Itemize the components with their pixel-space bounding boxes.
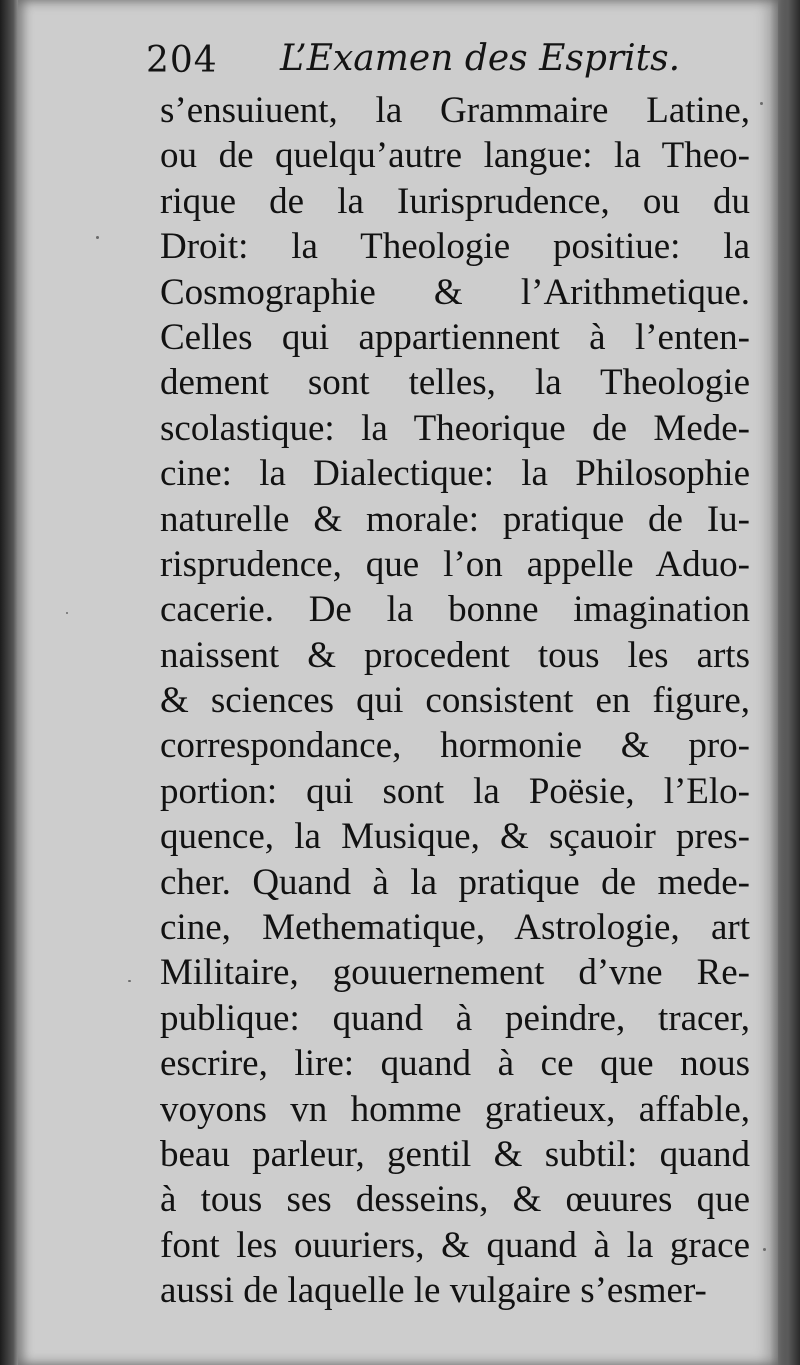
text-line: escrire, lire: quand à ce que nous: [160, 1043, 750, 1085]
text-line: Cosmographie & l’Arithmetique.: [160, 271, 750, 313]
speck: [128, 980, 131, 982]
text-line: & sciences qui consistent en figure,: [160, 680, 750, 722]
text-line: ou de quelqu’autre langue: la Theo-: [160, 135, 750, 177]
text-line: font les ouuriers, & quand à la grace: [160, 1224, 750, 1266]
text-line: beau parleur, gentil & subtil: quand: [160, 1133, 750, 1175]
text-line: correspondance, hormonie & pro-: [160, 725, 750, 767]
text-line: publique: quand à peindre, tracer,: [160, 997, 750, 1039]
running-head: [146, 34, 686, 90]
text-line: portion: qui sont la Poësie, l’Elo-: [160, 770, 750, 812]
text-line: rique de la Iurisprudence, ou du: [160, 180, 750, 222]
page-edge-shadow: [770, 0, 800, 1365]
text-line: risprudence, que l’on appelle Aduo-: [160, 543, 750, 585]
book-title: L’Examen des Esprits.: [280, 38, 681, 79]
text-line: cine: la Dialectique: la Philosophie: [160, 453, 750, 495]
text-line: scolastique: la Theorique de Mede-: [160, 407, 750, 449]
text-line: voyons vn homme gratieux, affable,: [160, 1088, 750, 1130]
text-line: dement sont telles, la Theologie: [160, 362, 750, 404]
text-line: cher. Quand à la pratique de mede-: [160, 861, 750, 903]
text-line: Droit: la Theologie positiue: la: [160, 226, 750, 268]
page-number: 204: [146, 40, 218, 81]
book-page: [18, 0, 778, 1365]
speck: [763, 1248, 766, 1251]
speck: [96, 236, 99, 239]
speck: [760, 102, 763, 105]
text-line: à tous ses desseins, & œuures que: [160, 1179, 750, 1221]
text-line: Celles qui appartiennent à l’enten-: [160, 316, 750, 358]
text-line: quence, la Musique, & sçauoir pres-: [160, 816, 750, 858]
text-line: naturelle & morale: pratique de Iu-: [160, 498, 750, 540]
speck: [66, 612, 68, 614]
text-line: naissent & procedent tous les arts: [160, 634, 750, 676]
body-text: [160, 88, 750, 1314]
text-line: aussi de laquelle le vulgaire s’esmer-: [160, 1270, 707, 1312]
text-line: s’ensuiuent, la Grammaire Latine,: [160, 90, 750, 131]
text-line: cine, Methematique, Astrologie, art: [160, 907, 750, 949]
text-line: cacerie. De la bonne imagination: [160, 589, 750, 631]
text-line: Militaire, gouuernement d’vne Re-: [160, 952, 750, 994]
